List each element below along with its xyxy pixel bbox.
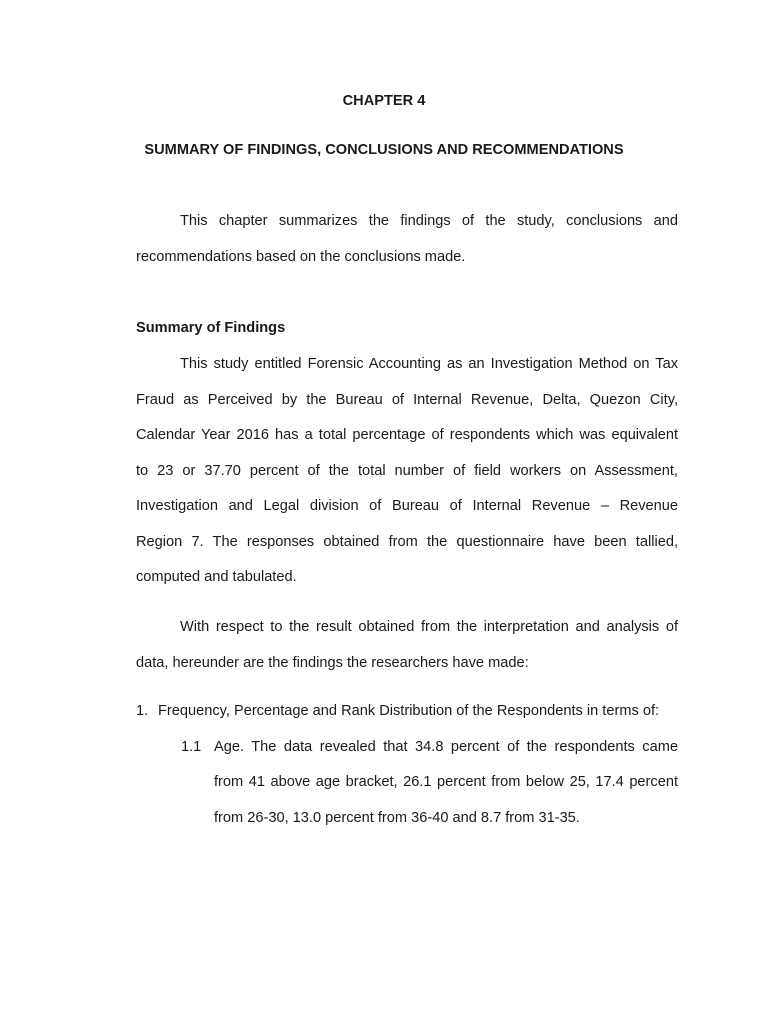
sub-list-item-number: 1.1 (181, 739, 202, 755)
list-item-number: 1. (136, 703, 149, 719)
para1-line-4: to 23 or 37.70 percent of the total number of field workers on Assessment, (136, 463, 678, 479)
para1-line-3: Calendar Year 2016 has a total percentage of respondents which was equivalent (136, 427, 678, 443)
para1-line-6: Region 7. The responses obtained from the questionnaire have been tallied, (136, 534, 678, 550)
para1-line-1: This study entitled Forensic Accounting as an Investigation Method on Tax (180, 356, 678, 372)
chapter-label: CHAPTER 4 (342, 93, 426, 109)
section-heading: Summary of Findings (136, 320, 286, 336)
para2-line-1: With respect to the result obtained from the interpretation and analysis of (180, 619, 678, 635)
para2-line-2: data, hereunder are the findings the researchers have made: (136, 655, 529, 671)
sub-item-line-3: from 26-30, 13.0 percent from 36-40 and 8.7 from 31-35. (214, 810, 580, 826)
intro-line-1: This chapter summarizes the findings of the study, conclusions and (180, 213, 678, 229)
para1-line-2: Fraud as Perceived by the Bureau of Internal Revenue, Delta, Quezon City, (136, 392, 678, 408)
sub-item-line-1: Age. The data revealed that 34.8 percent of the respondents came (214, 739, 678, 755)
chapter-title: SUMMARY OF FINDINGS, CONCLUSIONS AND RECOMMENDATIONS (144, 142, 624, 158)
list-item-text: Frequency, Percentage and Rank Distribution of the Respondents in terms of: (158, 703, 660, 719)
intro-line-2: recommendations based on the conclusions made. (136, 249, 466, 265)
para1-line-7: computed and tabulated. (136, 569, 297, 585)
sub-item-line-2: from 41 above age bracket, 26.1 percent from below 25, 17.4 percent (214, 774, 678, 790)
para1-line-5: Investigation and Legal division of Bureau of Internal Revenue – Revenue (136, 498, 678, 514)
